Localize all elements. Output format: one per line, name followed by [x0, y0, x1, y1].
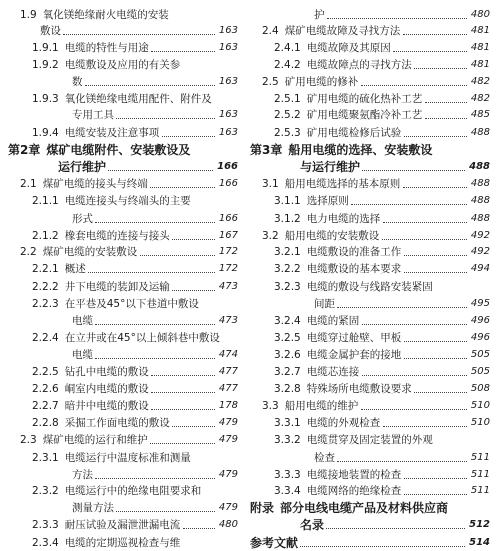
toc-entry-number: 2.1.2	[32, 230, 59, 242]
toc-entry[interactable]	[8, 262, 238, 276]
toc-entry-title: 矿用电缆检修后试验	[306, 127, 402, 139]
toc-entry[interactable]	[8, 212, 238, 226]
toc-leader-dots	[327, 18, 467, 19]
toc-leader-dots	[85, 85, 215, 86]
toc-leader-dots	[404, 341, 467, 342]
toc-entry[interactable]	[8, 194, 238, 208]
toc-leader-dots	[404, 255, 467, 256]
toc-entry-number: 2.3.3	[32, 519, 59, 531]
toc-entry-page: 488	[470, 127, 490, 138]
toc-entry-page: 482	[470, 76, 490, 87]
toc-entry[interactable]	[8, 468, 238, 482]
toc-entry-number: 2.2.3	[32, 298, 59, 310]
toc-entry[interactable]	[8, 331, 238, 345]
toc-entry-page: 474	[218, 349, 238, 360]
toc-entry-title: 护	[314, 9, 325, 21]
toc-entry-page: 479	[218, 434, 238, 445]
toc-entry-title: 电缆网络的绝缘检查	[306, 485, 402, 497]
toc-entry[interactable]	[8, 8, 238, 22]
toc-leader-dots	[151, 392, 215, 393]
toc-leader-dots	[351, 204, 467, 205]
toc-entry-title: 在立井或在45°以上倾斜巷中敷设	[64, 332, 220, 344]
toc-entry-number: 2.2.2	[32, 281, 59, 293]
toc-entry-title: 电缆	[72, 315, 93, 327]
toc-entry-title: 煤矿电缆附件、安装敷设及	[46, 143, 191, 157]
toc-entry[interactable]	[250, 433, 490, 447]
toc-entry-number: 3.2.4	[274, 315, 301, 327]
toc-entry-title: 概述	[64, 263, 86, 275]
toc-leader-dots	[383, 222, 467, 223]
toc-entry-title: 电缆的外观检查	[306, 417, 381, 429]
toc-entry[interactable]	[250, 126, 490, 140]
toc-entry-title: 煤矿电缆的安装敷设	[42, 246, 138, 258]
toc-entry-page: 496	[470, 315, 490, 326]
toc-entry[interactable]	[250, 382, 490, 396]
toc-entry-number: 3.2.3	[274, 281, 301, 293]
toc-entry-page: 477	[218, 383, 238, 394]
toc-entry[interactable]	[8, 126, 238, 140]
toc-entry-number: 第3章	[250, 143, 283, 157]
toc-entry-number: 1.9.2	[32, 59, 59, 71]
toc-entry-number: 2.5.3	[274, 127, 301, 139]
toc-leader-dots	[337, 307, 467, 308]
toc-entry-title: 电缆敷设的准备工作	[306, 246, 402, 258]
toc-entry-title: 电缆的定期巡视检查与维	[64, 537, 181, 549]
toc-entry[interactable]	[250, 75, 490, 89]
toc-leader-dots	[403, 34, 467, 35]
toc-entry[interactable]	[250, 8, 490, 22]
toc-entry-page: 166	[218, 178, 238, 189]
toc-entry-title: 参考文献	[250, 536, 299, 550]
toc-entry[interactable]	[8, 365, 238, 379]
toc-leader-dots	[88, 272, 215, 273]
toc-entry-page: 481	[470, 42, 490, 53]
toc-entry-number: 3.2.5	[274, 332, 301, 344]
toc-leader-dots	[172, 290, 215, 291]
toc-entry-page: 510	[470, 400, 490, 411]
toc-entry[interactable]	[8, 41, 238, 55]
toc-leader-dots	[162, 136, 215, 137]
toc-entry-title: 氧化镁绝缘电缆用配件、附件及	[64, 93, 212, 105]
toc-leader-dots	[361, 85, 467, 86]
toc-entry-page: 505	[470, 366, 490, 377]
toc-entry-title: 船用电缆的选择、安装敷设	[288, 143, 433, 157]
toc-entry-title: 电缆的紧固	[306, 315, 360, 327]
toc-entry[interactable]	[250, 365, 490, 379]
toc-entry-title: 测量方法	[72, 502, 114, 514]
toc-entry-title: 电缆	[72, 349, 93, 361]
toc-leader-dots	[403, 187, 467, 188]
toc-entry-title: 暗井中电缆的敷设	[64, 400, 149, 412]
toc-entry[interactable]	[250, 501, 490, 515]
toc-entry-title: 形式	[72, 213, 93, 225]
toc-entry-page: 482	[470, 93, 490, 104]
toc-entry-number: 2.3.2	[32, 485, 59, 497]
toc-entry-title: 井下电缆的装卸及运输	[64, 281, 170, 293]
toc-entry-page: 511	[470, 485, 490, 496]
toc-entry-title: 电缆贯穿及固定装置的外观	[306, 434, 433, 446]
toc-entry[interactable]	[250, 416, 490, 430]
toc-entry-page: 163	[218, 127, 238, 138]
toc-entry-title: 电缆接地装置的检查	[306, 469, 402, 481]
toc-entry-number: 3.1	[262, 178, 279, 190]
toc-entry-title: 电缆连接头与终端头的主要	[64, 195, 191, 207]
toc-leader-dots	[116, 118, 215, 119]
toc-entry[interactable]	[250, 280, 490, 294]
toc-entry[interactable]	[250, 177, 490, 191]
toc-entry[interactable]	[250, 262, 490, 276]
toc-entry[interactable]	[250, 194, 490, 208]
toc-entry-title: 矿用电缆的修补	[284, 76, 359, 88]
toc-entry-page: 512	[469, 519, 490, 530]
toc-entry-title: 矿用电缆聚氨酯冷补工艺	[306, 109, 423, 121]
toc-leader-dots	[404, 494, 467, 495]
toc-entry-number: 3.2	[262, 230, 279, 242]
toc-entry-page: 495	[470, 298, 490, 309]
toc-entry-title: 煤矿电缆的运行和维护	[42, 434, 148, 446]
toc-entry[interactable]	[8, 382, 238, 396]
toc-entry-page: 488	[470, 178, 490, 189]
toc-entry-number: 2.2.1	[32, 263, 59, 275]
toc-entry-number: 2.3.1	[32, 452, 59, 464]
toc-leader-dots	[140, 255, 215, 256]
toc-entry[interactable]	[250, 348, 490, 362]
toc-entry-number: 1.9	[20, 9, 37, 21]
toc-leader-dots	[95, 222, 215, 223]
toc-leader-dots	[337, 461, 467, 462]
toc-leader-dots	[95, 478, 215, 479]
toc-entry[interactable]	[250, 92, 490, 106]
toc-entry[interactable]	[8, 484, 238, 498]
toc-entry-title: 氧化镁绝缘耐火电缆的安装	[42, 9, 169, 21]
toc-entry-number: 3.2.6	[274, 349, 301, 361]
toc-leader-dots	[108, 170, 213, 171]
toc-entry-page: 479	[218, 469, 238, 480]
toc-leader-dots	[172, 426, 215, 427]
toc-entry-number: 1.9.1	[32, 42, 59, 54]
toc-entry[interactable]	[8, 108, 238, 122]
toc-leader-dots	[172, 239, 215, 240]
toc-entry[interactable]	[250, 297, 490, 311]
toc-entry-page: 167	[218, 230, 238, 241]
toc-entry-number: 1.9.4	[32, 127, 59, 139]
toc-entry[interactable]	[250, 518, 490, 532]
toc-leader-dots	[95, 358, 215, 359]
toc-leader-dots	[404, 136, 467, 137]
toc-entry-page: 496	[470, 332, 490, 343]
toc-entry-number: 2.4.2	[274, 59, 301, 71]
toc-leader-dots	[326, 528, 465, 529]
toc-entry[interactable]	[250, 536, 490, 550]
toc-entry-title: 部分电线电缆产品及材料供应商	[280, 501, 449, 515]
toc-entry-page: 480	[218, 519, 238, 530]
toc-entry[interactable]	[8, 58, 238, 72]
toc-entry[interactable]	[250, 245, 490, 259]
toc-leader-dots	[425, 118, 467, 119]
toc-entry-title: 电缆穿过舱壁、甲板	[306, 332, 402, 344]
toc-entry-page: 479	[218, 502, 238, 513]
toc-leader-dots	[414, 392, 467, 393]
toc-leader-dots	[393, 51, 467, 52]
toc-entry-title: 专用工具	[72, 109, 114, 121]
toc-entry-page: 508	[470, 383, 490, 394]
toc-entry-number: 3.1.2	[274, 213, 301, 225]
toc-entry-title: 电缆芯连接	[306, 366, 360, 378]
toc-entry-number: 2.1.1	[32, 195, 59, 207]
toc-entry-number: 2.3.4	[32, 537, 59, 549]
toc-entry[interactable]	[8, 143, 238, 157]
toc-entry-number: 3.1.1	[274, 195, 301, 207]
toc-entry[interactable]	[250, 314, 490, 328]
toc-entry[interactable]	[250, 451, 490, 465]
toc-entry-title: 名录	[300, 518, 325, 532]
toc-entry-title: 电力电缆的选择	[306, 213, 381, 225]
toc-leader-dots	[362, 324, 467, 325]
toc-entry[interactable]	[8, 245, 238, 259]
toc-entry-page: 481	[470, 59, 490, 70]
toc-entry-page: 488	[470, 195, 490, 206]
toc-entry-title: 钻孔中电缆的敷设	[64, 366, 149, 378]
toc-entry-page: 163	[218, 25, 238, 36]
toc-entry-title: 方法	[72, 469, 93, 481]
toc-entry-title: 在平巷及45°以下巷道中敷设	[64, 298, 199, 310]
toc-entry[interactable]	[250, 108, 490, 122]
toc-entry-title: 特殊场所电缆敷设要求	[306, 383, 412, 395]
toc-entry[interactable]	[8, 518, 238, 532]
toc-entry[interactable]	[250, 41, 490, 55]
toc-entry-page: 479	[218, 417, 238, 428]
toc-entry-title: 煤矿电缆故障及寻找方法	[284, 25, 401, 37]
toc-entry-page: 166	[218, 213, 238, 224]
toc-entry-number: 2.5.1	[274, 93, 301, 105]
toc-entry[interactable]	[250, 331, 490, 345]
toc-entry-number: 2.2.8	[32, 417, 59, 429]
toc-entry[interactable]	[8, 75, 238, 89]
toc-entry-number: 3.2.1	[274, 246, 301, 258]
toc-entry-title: 船用电缆选择的基本原则	[284, 178, 401, 190]
toc-entry-title: 间距	[314, 298, 335, 310]
toc-entry-number: 2.5.2	[274, 109, 301, 121]
toc-entry-title: 电缆运行中的绝缘电阻要求和	[64, 485, 202, 497]
toc-entry-number: 3.3.2	[274, 434, 301, 446]
toc-leader-dots	[183, 528, 215, 529]
toc-entry-number: 2.2.7	[32, 400, 59, 412]
toc-entry[interactable]	[8, 399, 238, 413]
toc-entry[interactable]	[250, 229, 490, 243]
toc-entry-page: 172	[218, 246, 238, 257]
toc-entry-number: 2.2.5	[32, 366, 59, 378]
toc-entry-number: 3.3.3	[274, 469, 301, 481]
toc-entry-number: 3.2.2	[274, 263, 301, 275]
toc-leader-dots	[300, 546, 465, 547]
toc-leader-dots	[425, 102, 467, 103]
toc-entry-number: 2.1	[20, 178, 37, 190]
toc-entry-page: 492	[470, 230, 490, 241]
toc-entry[interactable]	[8, 501, 238, 515]
toc-entry[interactable]	[250, 468, 490, 482]
toc-entry[interactable]	[8, 536, 238, 550]
toc-entry-page: 481	[470, 25, 490, 36]
toc-entry-number: 2.4.1	[274, 42, 301, 54]
toc-entry-title: 电缆安装及注意事项	[64, 127, 160, 139]
toc-entry-title: 电缆的敷设与线路安装紧固	[306, 281, 433, 293]
toc-entry-number: 3.3.1	[274, 417, 301, 429]
toc-entry-number: 第2章	[8, 143, 41, 157]
toc-entry[interactable]	[250, 160, 490, 174]
toc-entry-page: 488	[469, 161, 490, 172]
toc-entry-number: 2.5	[262, 76, 279, 88]
toc-entry[interactable]	[8, 160, 238, 174]
toc-leader-dots	[151, 375, 215, 376]
toc-entry-page: 163	[218, 76, 238, 87]
toc-entry-title: 煤矿电缆的接头与终端	[42, 178, 148, 190]
toc-entry-page: 492	[470, 246, 490, 257]
toc-entry-title: 电缆故障点的寻找方法	[306, 59, 412, 71]
toc-leader-dots	[383, 426, 467, 427]
toc-entry[interactable]	[250, 399, 490, 413]
toc-entry-number: 2.2	[20, 246, 37, 258]
toc-entry-page: 485	[470, 109, 490, 120]
toc-leader-dots	[116, 511, 215, 512]
toc-entry-title: 运行维护	[58, 160, 107, 174]
toc-entry-page: 163	[218, 42, 238, 53]
toc-entry-number: 2.2.4	[32, 332, 59, 344]
toc-entry-title: 敷设	[40, 25, 61, 37]
toc-entry-page: 494	[470, 263, 490, 274]
toc-entry-title: 船用电缆的安装敷设	[284, 230, 380, 242]
toc-entry-title: 检查	[314, 452, 335, 464]
toc-entry-page: 480	[470, 9, 490, 20]
toc-entry-page: 510	[470, 417, 490, 428]
toc-entry-page: 488	[470, 213, 490, 224]
toc-entry[interactable]	[8, 416, 238, 430]
toc-entry-title: 船用电缆的维护	[284, 400, 359, 412]
toc-leader-dots	[150, 443, 215, 444]
toc-entry[interactable]	[8, 92, 238, 106]
toc-entry-page: 172	[218, 263, 238, 274]
toc-entry-title: 选择原则	[306, 195, 349, 207]
toc-entry[interactable]	[250, 212, 490, 226]
toc-entry-title: 电缆敷设及应用的有关参	[64, 59, 181, 71]
toc-entry-page: 514	[469, 537, 490, 548]
toc-entry-title: 电缆的特性与用途	[64, 42, 149, 54]
toc-entry-page: 505	[470, 349, 490, 360]
toc-entry[interactable]	[8, 24, 238, 38]
toc-leader-dots	[404, 478, 467, 479]
toc-entry-title: 矿用电缆的硫化热补工艺	[306, 93, 423, 105]
toc-leader-dots	[404, 272, 467, 273]
toc-entry-title: 橡套电缆的连接与接头	[64, 230, 170, 242]
toc-leader-dots	[404, 358, 467, 359]
toc-leader-dots	[63, 34, 215, 35]
toc-entry[interactable]	[8, 297, 238, 311]
toc-entry-title: 与运行维护	[300, 160, 361, 174]
toc-entry-number: 1.9.3	[32, 93, 59, 105]
toc-entry-page: 178	[218, 400, 238, 411]
toc-entry-number: 3.2.8	[274, 383, 301, 395]
toc-entry-title: 电缆金属护套的接地	[306, 349, 402, 361]
toc-entry[interactable]	[8, 280, 238, 294]
toc-entry[interactable]	[8, 433, 238, 447]
toc-entry-page: 511	[470, 469, 490, 480]
toc-leader-dots	[382, 239, 467, 240]
toc-entry-title: 电缆运行中温度标准和测量	[64, 452, 191, 464]
toc-leader-dots	[151, 409, 215, 410]
toc-entry-number: 3.3.4	[274, 485, 301, 497]
toc-entry-page: 473	[218, 315, 238, 326]
toc-entry-title: 数	[72, 76, 83, 88]
toc-leader-dots	[150, 187, 215, 188]
toc-entry[interactable]	[8, 451, 238, 465]
toc-entry[interactable]	[250, 58, 490, 72]
toc-entry[interactable]	[8, 229, 238, 243]
toc-entry-page: 473	[218, 281, 238, 292]
toc-leader-dots	[362, 375, 467, 376]
toc-entry[interactable]	[8, 348, 238, 362]
toc-entry-number: 2.3	[20, 434, 37, 446]
toc-entry-page: 166	[217, 161, 238, 172]
toc-entry-title: 电缆故障及其原因	[306, 42, 391, 54]
toc-entry-number: 2.4	[262, 25, 279, 37]
toc-entry-number: 3.3	[262, 400, 279, 412]
toc-entry-title: 采掘工作面电缆的敷设	[64, 417, 170, 429]
toc-leader-dots	[151, 51, 215, 52]
toc-entry-title: 耐压试验及漏泄泄漏电流	[64, 519, 181, 531]
toc-leader-dots	[361, 409, 467, 410]
toc-entry-title: 电缆敷设的基本要求	[306, 263, 402, 275]
toc-entry-number: 3.2.7	[274, 366, 301, 378]
toc-entry[interactable]	[250, 143, 490, 157]
toc-entry[interactable]	[8, 314, 238, 328]
toc-leader-dots	[95, 324, 215, 325]
toc-entry-number: 附录	[250, 501, 275, 515]
toc-entry-number: 2.2.6	[32, 383, 59, 395]
toc-entry[interactable]	[8, 177, 238, 191]
toc-entry-page: 477	[218, 366, 238, 377]
toc-entry-page: 511	[470, 452, 490, 463]
toc-leader-dots	[414, 68, 467, 69]
toc-leader-dots	[362, 170, 465, 171]
toc-entry-page: 163	[218, 109, 238, 120]
toc-entry-title: 峒室内电缆的敷设	[64, 383, 149, 395]
toc-entry[interactable]	[250, 24, 490, 38]
toc-entry[interactable]	[250, 484, 490, 498]
